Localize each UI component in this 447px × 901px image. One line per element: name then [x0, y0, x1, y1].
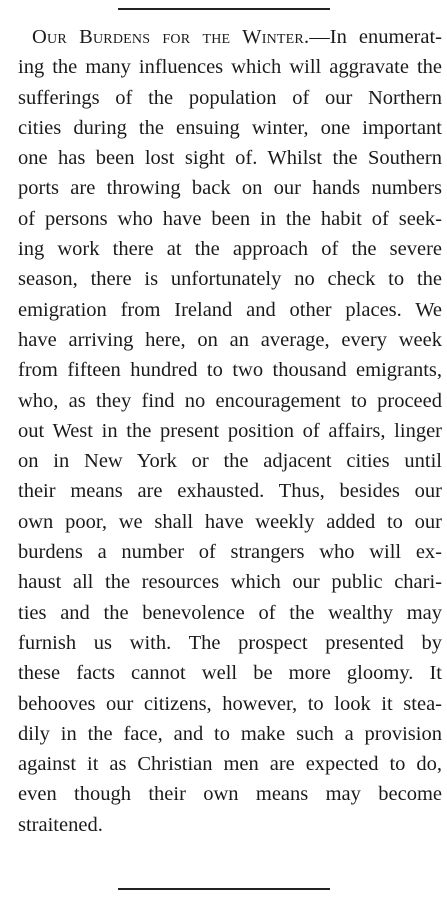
article-line: behooves our citizens, however, to look it stea- — [18, 692, 442, 715]
article-line: cities during the ensuing winter, one important — [18, 116, 442, 139]
article-line: out West in the present position of affairs, linger — [18, 419, 442, 442]
article-line: against it as Christian men are expected to do, — [18, 753, 442, 776]
top-divider-rule — [118, 8, 330, 10]
article-line: ing work there at the approach of the severe — [18, 238, 442, 261]
article-line: haust all the resources which our public chari- — [18, 571, 442, 594]
article-line: one has been lost sight of. Whilst the Southern — [18, 147, 442, 170]
article-line: sufferings of the population of our Northern — [18, 86, 442, 109]
article-line: dily in the face, and to make such a provision — [18, 722, 442, 745]
article-body — [18, 22, 442, 840]
article-line: these facts cannot well be more gloomy. It — [18, 662, 442, 685]
article-line: own poor, we shall have weekly added to our — [18, 510, 442, 533]
article-headline: Our Burdens for the Winter. — [32, 26, 310, 48]
article-line: even though their own means may become — [18, 783, 442, 806]
article-line: of persons who have been in the habit of seek- — [18, 207, 442, 230]
article-line: from fifteen hundred to two thousand emigrants, — [18, 359, 442, 382]
article-line: ports are throwing back on our hands numbers — [18, 177, 442, 200]
article-line: burdens a number of strangers who will ex- — [18, 541, 442, 564]
article-line: season, there is unfortunately no check to the — [18, 268, 442, 291]
bottom-divider-rule — [118, 888, 330, 890]
article-line-text: —In enumerat- — [309, 26, 442, 48]
article-line: furnish us with. The prospect presented by — [18, 631, 442, 654]
article-line: on in New York or the adjacent cities until — [18, 450, 442, 473]
article-line: emigration from Ireland and other places. We — [18, 298, 442, 321]
article-line: who, as they find no encouragement to proceed — [18, 389, 442, 412]
article-line: have arriving here, on an average, every week — [18, 328, 442, 351]
article-line: straitened. — [18, 813, 103, 836]
article-line: ties and the benevolence of the wealthy may — [18, 601, 442, 624]
article-line: their means are exhausted. Thus, besides our — [18, 480, 442, 503]
article-line — [18, 22, 442, 52]
article-line: ing the many influences which will aggravate the — [18, 56, 442, 79]
